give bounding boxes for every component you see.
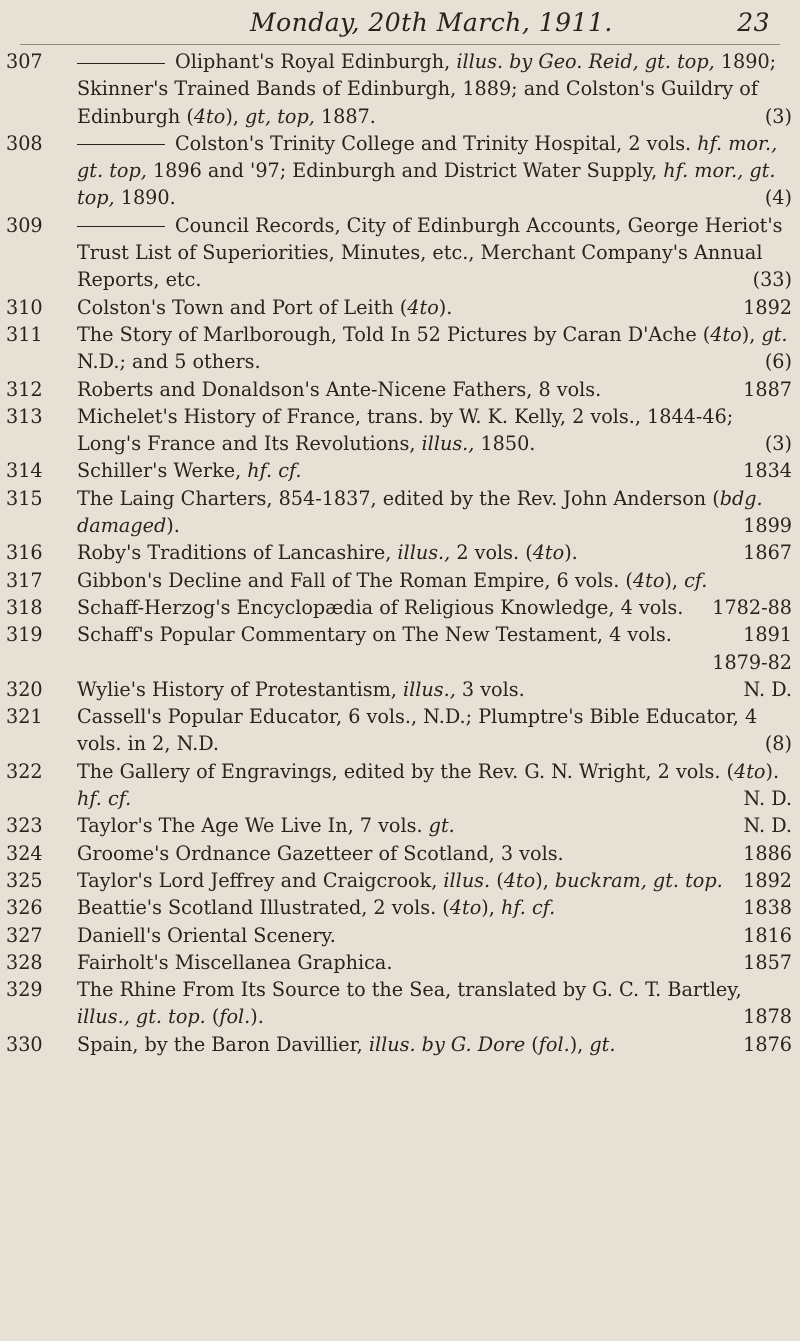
lot-number: 312 bbox=[6, 377, 43, 401]
italic-text: illus. bbox=[443, 868, 491, 892]
text: ), bbox=[741, 322, 762, 346]
lot-entry bbox=[6, 539, 792, 566]
lot-description bbox=[77, 814, 455, 837]
lot-description bbox=[77, 214, 783, 292]
text: ( bbox=[490, 868, 504, 892]
lot-entry bbox=[6, 48, 792, 130]
text: ). bbox=[564, 541, 578, 565]
italic-text: gt. bbox=[589, 1032, 616, 1056]
lot-date-or-count: 1899 bbox=[743, 514, 792, 538]
text: 3 vols. bbox=[455, 677, 525, 701]
text: Council Records, City of Edinburgh Accounts, George Heriot's Trust List of Superiorities, Minutes, etc., Merchant Company's Annual Reports, etc. bbox=[77, 213, 783, 292]
lot-entry bbox=[6, 457, 792, 484]
italic-text: gt. bbox=[428, 814, 455, 838]
lot-entry bbox=[6, 976, 792, 1031]
text: Schaff-Herzog's Encyclopædia of Religious Knowledge, 4 vols. bbox=[77, 595, 684, 619]
ditto-dash bbox=[77, 63, 165, 64]
page-header bbox=[250, 8, 770, 37]
text: Wylie's History of Protestantism, bbox=[77, 677, 403, 701]
italic-text: gt. bbox=[761, 322, 788, 346]
lot-date-or-count: 1816 bbox=[743, 923, 792, 947]
lot-entry bbox=[6, 130, 792, 212]
lot-entry bbox=[6, 212, 792, 294]
lot-entry bbox=[6, 758, 792, 813]
text: Taylor's Lord Jeffrey and Craigcrook, bbox=[77, 868, 444, 892]
lot-description bbox=[77, 678, 525, 701]
text: ( bbox=[205, 1005, 220, 1029]
lot-entry bbox=[6, 703, 792, 758]
text: ). bbox=[765, 759, 780, 783]
text: 1890. bbox=[114, 186, 176, 210]
lot-description bbox=[77, 405, 733, 455]
lot-description bbox=[77, 924, 336, 947]
lot-description bbox=[77, 132, 777, 210]
lot-entry bbox=[6, 321, 792, 376]
italic-text: illus. by G. Dore bbox=[368, 1032, 526, 1056]
text: Gibbon's Decline and Fall of The Roman Empire, 6 vols. ( bbox=[77, 568, 633, 592]
lot-description bbox=[77, 459, 302, 482]
text: 1896 and '97; Edinburgh and District Water Supply, bbox=[146, 159, 664, 183]
lot-description bbox=[77, 896, 555, 919]
lot-number: 326 bbox=[6, 896, 43, 920]
lot-description bbox=[77, 842, 564, 865]
lot-date-or-count: 1878 bbox=[743, 1005, 792, 1029]
text: Beattie's Scotland Illustrated, 2 vols. ( bbox=[77, 896, 450, 920]
text: ), bbox=[481, 896, 501, 920]
lot-description bbox=[77, 623, 672, 646]
lot-entry bbox=[6, 840, 792, 867]
lot-date-or-count: 1867 bbox=[743, 541, 792, 565]
italic-text: illus., bbox=[402, 677, 456, 701]
text: The Laing Charters, 854-1837, edited by the Rev. John Anderson ( bbox=[77, 486, 720, 510]
lot-number: 320 bbox=[6, 677, 43, 701]
lot-number: 314 bbox=[6, 459, 43, 483]
lot-description bbox=[77, 705, 757, 755]
text: Groome's Ordnance Gazetteer of Scotland, 3 vols. bbox=[77, 841, 564, 865]
text: ), bbox=[569, 1032, 590, 1056]
lot-description bbox=[77, 296, 452, 319]
lot-description bbox=[77, 596, 683, 619]
italic-text: hf. cf. bbox=[77, 787, 132, 811]
lot-date-or-count: 1857 bbox=[743, 950, 792, 974]
italic-text: fol. bbox=[538, 1032, 570, 1056]
text: Oliphant's Royal Edinburgh, bbox=[175, 50, 457, 73]
text: Michelet's History of France, trans. by W. K. Kelly, 2 vols., 1844-46; Long's France and Its Revolutions, bbox=[77, 404, 734, 456]
lot-number: 319 bbox=[6, 623, 43, 647]
italic-text: illus., bbox=[421, 432, 475, 456]
text: ), bbox=[535, 868, 555, 892]
lot-number: 321 bbox=[6, 705, 43, 729]
text: Colston's Town and Port of Leith ( bbox=[77, 295, 408, 319]
italic-text: buckram, gt. top. bbox=[554, 868, 723, 892]
italic-text: 4to bbox=[407, 295, 439, 319]
italic-text: hf. mor., gt. top, bbox=[77, 159, 776, 210]
lot-number: 324 bbox=[6, 841, 43, 865]
lot-number: 317 bbox=[6, 568, 43, 592]
lot-entry bbox=[6, 621, 792, 676]
page-number: 23 bbox=[737, 8, 770, 37]
text: Fairholt's Miscellanea Graphica. bbox=[77, 950, 393, 974]
lot-number: 309 bbox=[6, 213, 43, 237]
text: ). bbox=[166, 514, 180, 538]
text: ), bbox=[664, 568, 685, 592]
lot-date-or-count: (33) bbox=[752, 268, 792, 292]
lot-entry bbox=[6, 949, 792, 976]
italic-text: 4to bbox=[449, 896, 482, 920]
lot-date-or-count: N. D. bbox=[743, 787, 792, 811]
italic-text: cf. bbox=[684, 568, 708, 592]
lot-description bbox=[77, 378, 601, 401]
italic-text: illus. by Geo. Reid, gt. top, bbox=[456, 50, 715, 73]
lot-number: 327 bbox=[6, 923, 43, 947]
italic-text: hf. cf. bbox=[500, 896, 556, 920]
lot-date-or-count: N. D. bbox=[743, 814, 792, 838]
lot-date-or-count: (3) bbox=[764, 104, 792, 128]
lot-number: 308 bbox=[6, 131, 43, 155]
text: 1890; Skinner's Trained Bands of Edinburgh, 1889; and Colston's Guildry of Edinburgh ( bbox=[77, 50, 777, 128]
italic-text: hf. cf. bbox=[247, 459, 302, 483]
lot-description bbox=[77, 1033, 615, 1056]
lot-date-or-count: 1892 bbox=[743, 868, 792, 892]
text: ), bbox=[225, 104, 245, 128]
lot-entry bbox=[6, 867, 792, 894]
lot-number: 313 bbox=[6, 404, 43, 428]
text: ). bbox=[438, 295, 453, 319]
lot-date-or-count: 1891 bbox=[743, 623, 792, 647]
ditto-dash bbox=[77, 144, 165, 145]
text: Schiller's Werke, bbox=[77, 459, 248, 483]
lot-meta-line bbox=[77, 649, 792, 676]
lot-entry bbox=[6, 812, 792, 839]
lot-number: 330 bbox=[6, 1032, 43, 1056]
lot-description bbox=[77, 541, 578, 564]
lot-description bbox=[77, 487, 763, 537]
text: Roberts and Donaldson's Ante-Nicene Fathers, 8 vols. bbox=[77, 377, 602, 401]
lot-date-or-count: 1834 bbox=[743, 459, 792, 483]
lot-number: 318 bbox=[6, 595, 43, 619]
lot-date-or-count: (8) bbox=[764, 732, 792, 756]
italic-text: fol. bbox=[219, 1005, 251, 1029]
lot-entry bbox=[6, 485, 792, 540]
lot-list bbox=[6, 48, 792, 1058]
italic-text: illus., gt. top. bbox=[77, 1005, 206, 1029]
lot-number: 329 bbox=[6, 978, 43, 1002]
text: 1850. bbox=[474, 432, 536, 456]
lot-entry bbox=[6, 403, 792, 458]
lot-date-or-count: N. D. bbox=[743, 677, 792, 701]
italic-text: 4to bbox=[734, 759, 766, 783]
lot-number: 311 bbox=[6, 322, 43, 346]
text: Colston's Trinity College and Trinity Hospital, 2 vols. bbox=[175, 131, 698, 155]
lot-entry bbox=[6, 922, 792, 949]
lot-date-or-count: 1879-82 bbox=[712, 650, 792, 674]
lot-date-or-count: 1876 bbox=[743, 1032, 792, 1056]
lot-date-or-count: 1886 bbox=[743, 841, 792, 865]
lot-description bbox=[77, 978, 742, 1028]
italic-text: bdg. damaged bbox=[77, 486, 763, 538]
text: The Story of Marlborough, Told In 52 Pictures by Caran D'Ache ( bbox=[77, 322, 711, 346]
italic-text: 4to bbox=[710, 322, 742, 346]
lot-description bbox=[77, 323, 788, 373]
ditto-dash bbox=[77, 226, 165, 227]
text: Daniell's Oriental Scenery. bbox=[77, 923, 336, 947]
lot-number: 310 bbox=[6, 295, 43, 319]
italic-text: 4to bbox=[503, 868, 536, 892]
lot-entry bbox=[6, 294, 792, 321]
lot-entry bbox=[6, 1031, 792, 1058]
text: ). bbox=[250, 1005, 264, 1029]
lot-number: 316 bbox=[6, 541, 43, 565]
italic-text: gt, top, bbox=[245, 104, 315, 128]
lot-date-or-count: (6) bbox=[764, 350, 792, 374]
text: Taylor's The Age We Live In, 7 vols. bbox=[77, 814, 429, 838]
lot-description bbox=[77, 760, 779, 810]
text: The Gallery of Engravings, edited by the Rev. G. N. Wright, 2 vols. ( bbox=[77, 759, 734, 783]
text: N.D.; and 5 others. bbox=[77, 350, 261, 374]
italic-text: 4to bbox=[632, 568, 665, 592]
lot-date-or-count: 1782-88 bbox=[712, 595, 792, 619]
lot-number: 323 bbox=[6, 814, 43, 838]
text: Roby's Traditions of Lancashire, bbox=[77, 541, 398, 565]
lot-number: 315 bbox=[6, 486, 43, 510]
lot-number: 322 bbox=[6, 759, 43, 783]
lot-date-or-count: (4) bbox=[764, 186, 792, 210]
page-header-title: Monday, 20th March, 1911. bbox=[250, 8, 613, 37]
lot-description bbox=[77, 869, 723, 892]
text: 2 vols. ( bbox=[450, 541, 533, 565]
lot-date-or-count: 1838 bbox=[743, 896, 792, 920]
header-rule bbox=[20, 44, 780, 45]
lot-entry bbox=[6, 894, 792, 921]
lot-entry bbox=[6, 676, 792, 703]
text: Schaff's Popular Commentary on The New Testament, 4 vols. bbox=[77, 623, 672, 647]
italic-text: hf. mor., gt. top, bbox=[77, 131, 778, 183]
text: 1887. bbox=[314, 104, 376, 128]
lot-description bbox=[77, 951, 392, 974]
lot-date-or-count: 1887 bbox=[743, 377, 792, 401]
italic-text: 4to bbox=[532, 541, 565, 565]
lot-description bbox=[77, 569, 707, 592]
lot-date-or-count: (3) bbox=[764, 432, 792, 456]
lot-number: 325 bbox=[6, 868, 43, 892]
italic-text: illus., bbox=[397, 541, 451, 565]
italic-text: 4to bbox=[193, 104, 226, 128]
text: Cassell's Popular Educator, 6 vols., N.D.; Plumptre's Bible Educator, 4 vols. in 2, N.D. bbox=[77, 705, 758, 756]
text: Spain, by the Baron Davillier, bbox=[77, 1032, 369, 1056]
lot-entry bbox=[6, 376, 792, 403]
text: ( bbox=[525, 1032, 539, 1056]
lot-description bbox=[77, 50, 776, 128]
lot-number: 328 bbox=[6, 950, 43, 974]
lot-date-or-count: 1892 bbox=[743, 295, 792, 319]
text: The Rhine From Its Source to the Sea, translated by G. C. T. Bartley, bbox=[77, 978, 742, 1002]
lot-number: 307 bbox=[6, 50, 43, 73]
